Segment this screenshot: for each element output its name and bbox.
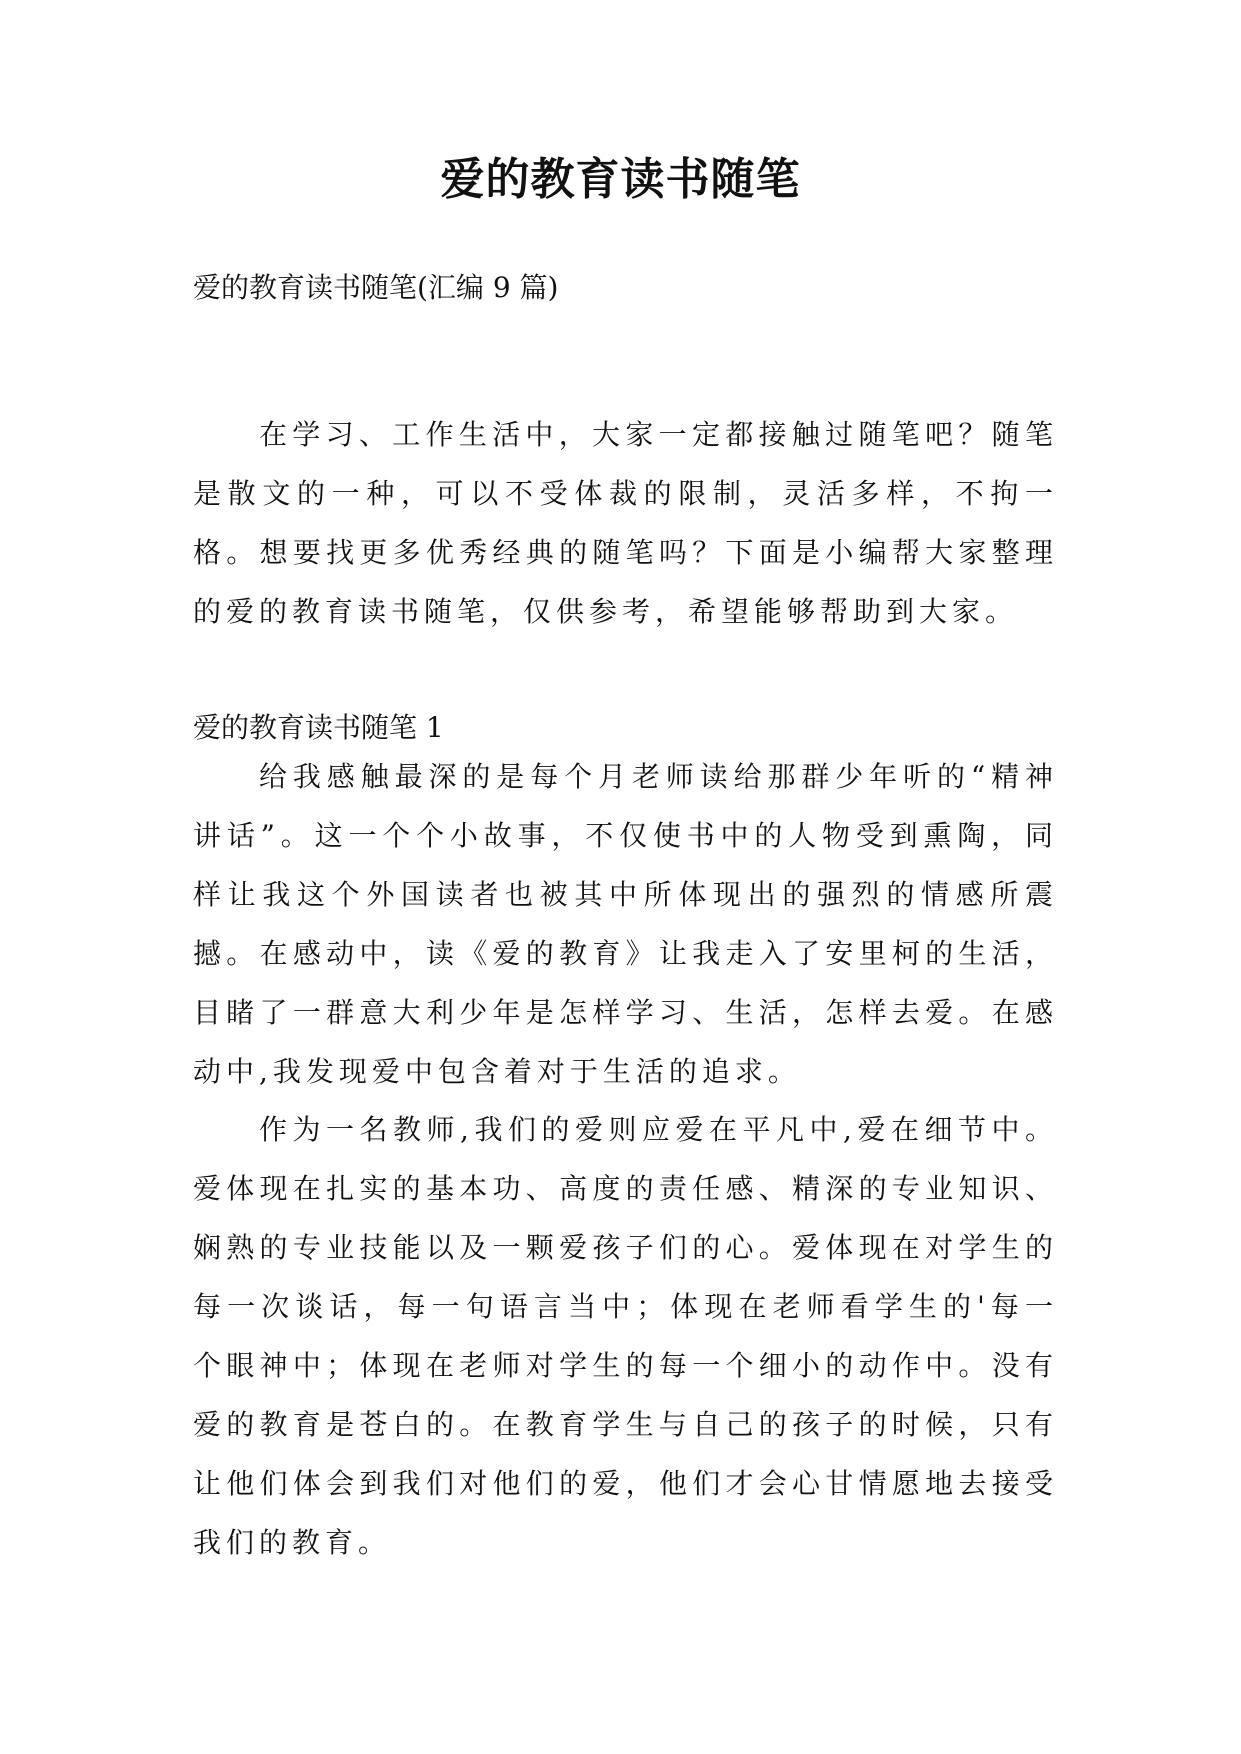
- section-heading: 爱的教育读书随笔 1: [193, 711, 444, 744]
- intro-paragraph: 在学习、工作生活中，大家一定都接触过随笔吧？随笔是散文的一种，可以不受体裁的限制，灵活多样，不拘一格。想要找更多优秀经典的随笔吗？下面是小编帮大家整理的爱的教育读书随笔，仅供参考，希望能够帮助到大家。: [193, 418, 1058, 628]
- document-title: 爱的教育读书随笔: [440, 154, 801, 205]
- document-subtitle: 爱的教育读书随笔(汇编 9 篇): [193, 271, 559, 304]
- body-paragraph-2: 作为一名教师,我们的爱则应爱在平凡中,爱在细节中。爱体现在扎实的基本功、高度的责任感、精深的专业知识、娴熟的专业技能以及一颗爱孩子们的心。爱体现在对学生的每一次谈话，每一句语言当中；体现在老师看学生的'每一个眼神中；体现在老师对学生的每一个细小的动作中。没有爱的教育是苍白的。在教育学生与自己的孩子的时候，只有让他们体会到我们对他们的爱，他们才会心甘情愿地去接受我们的教育。: [193, 1113, 1058, 1559]
- body-paragraph-1: 给我感触最深的是每个月老师读给那群少年听的“精神讲话”。这一个个小故事，不仅使书中的人物受到熏陶，同样让我这个外国读者也被其中所体现出的强烈的情感所震撼。在感动中，读《爱的教育》让我走入了安里柯的生活，目睹了一群意大利少年是怎样学习、生活，怎样去爱。在感动中,我发现爱中包含着对于生活的追求。: [193, 760, 1058, 1088]
